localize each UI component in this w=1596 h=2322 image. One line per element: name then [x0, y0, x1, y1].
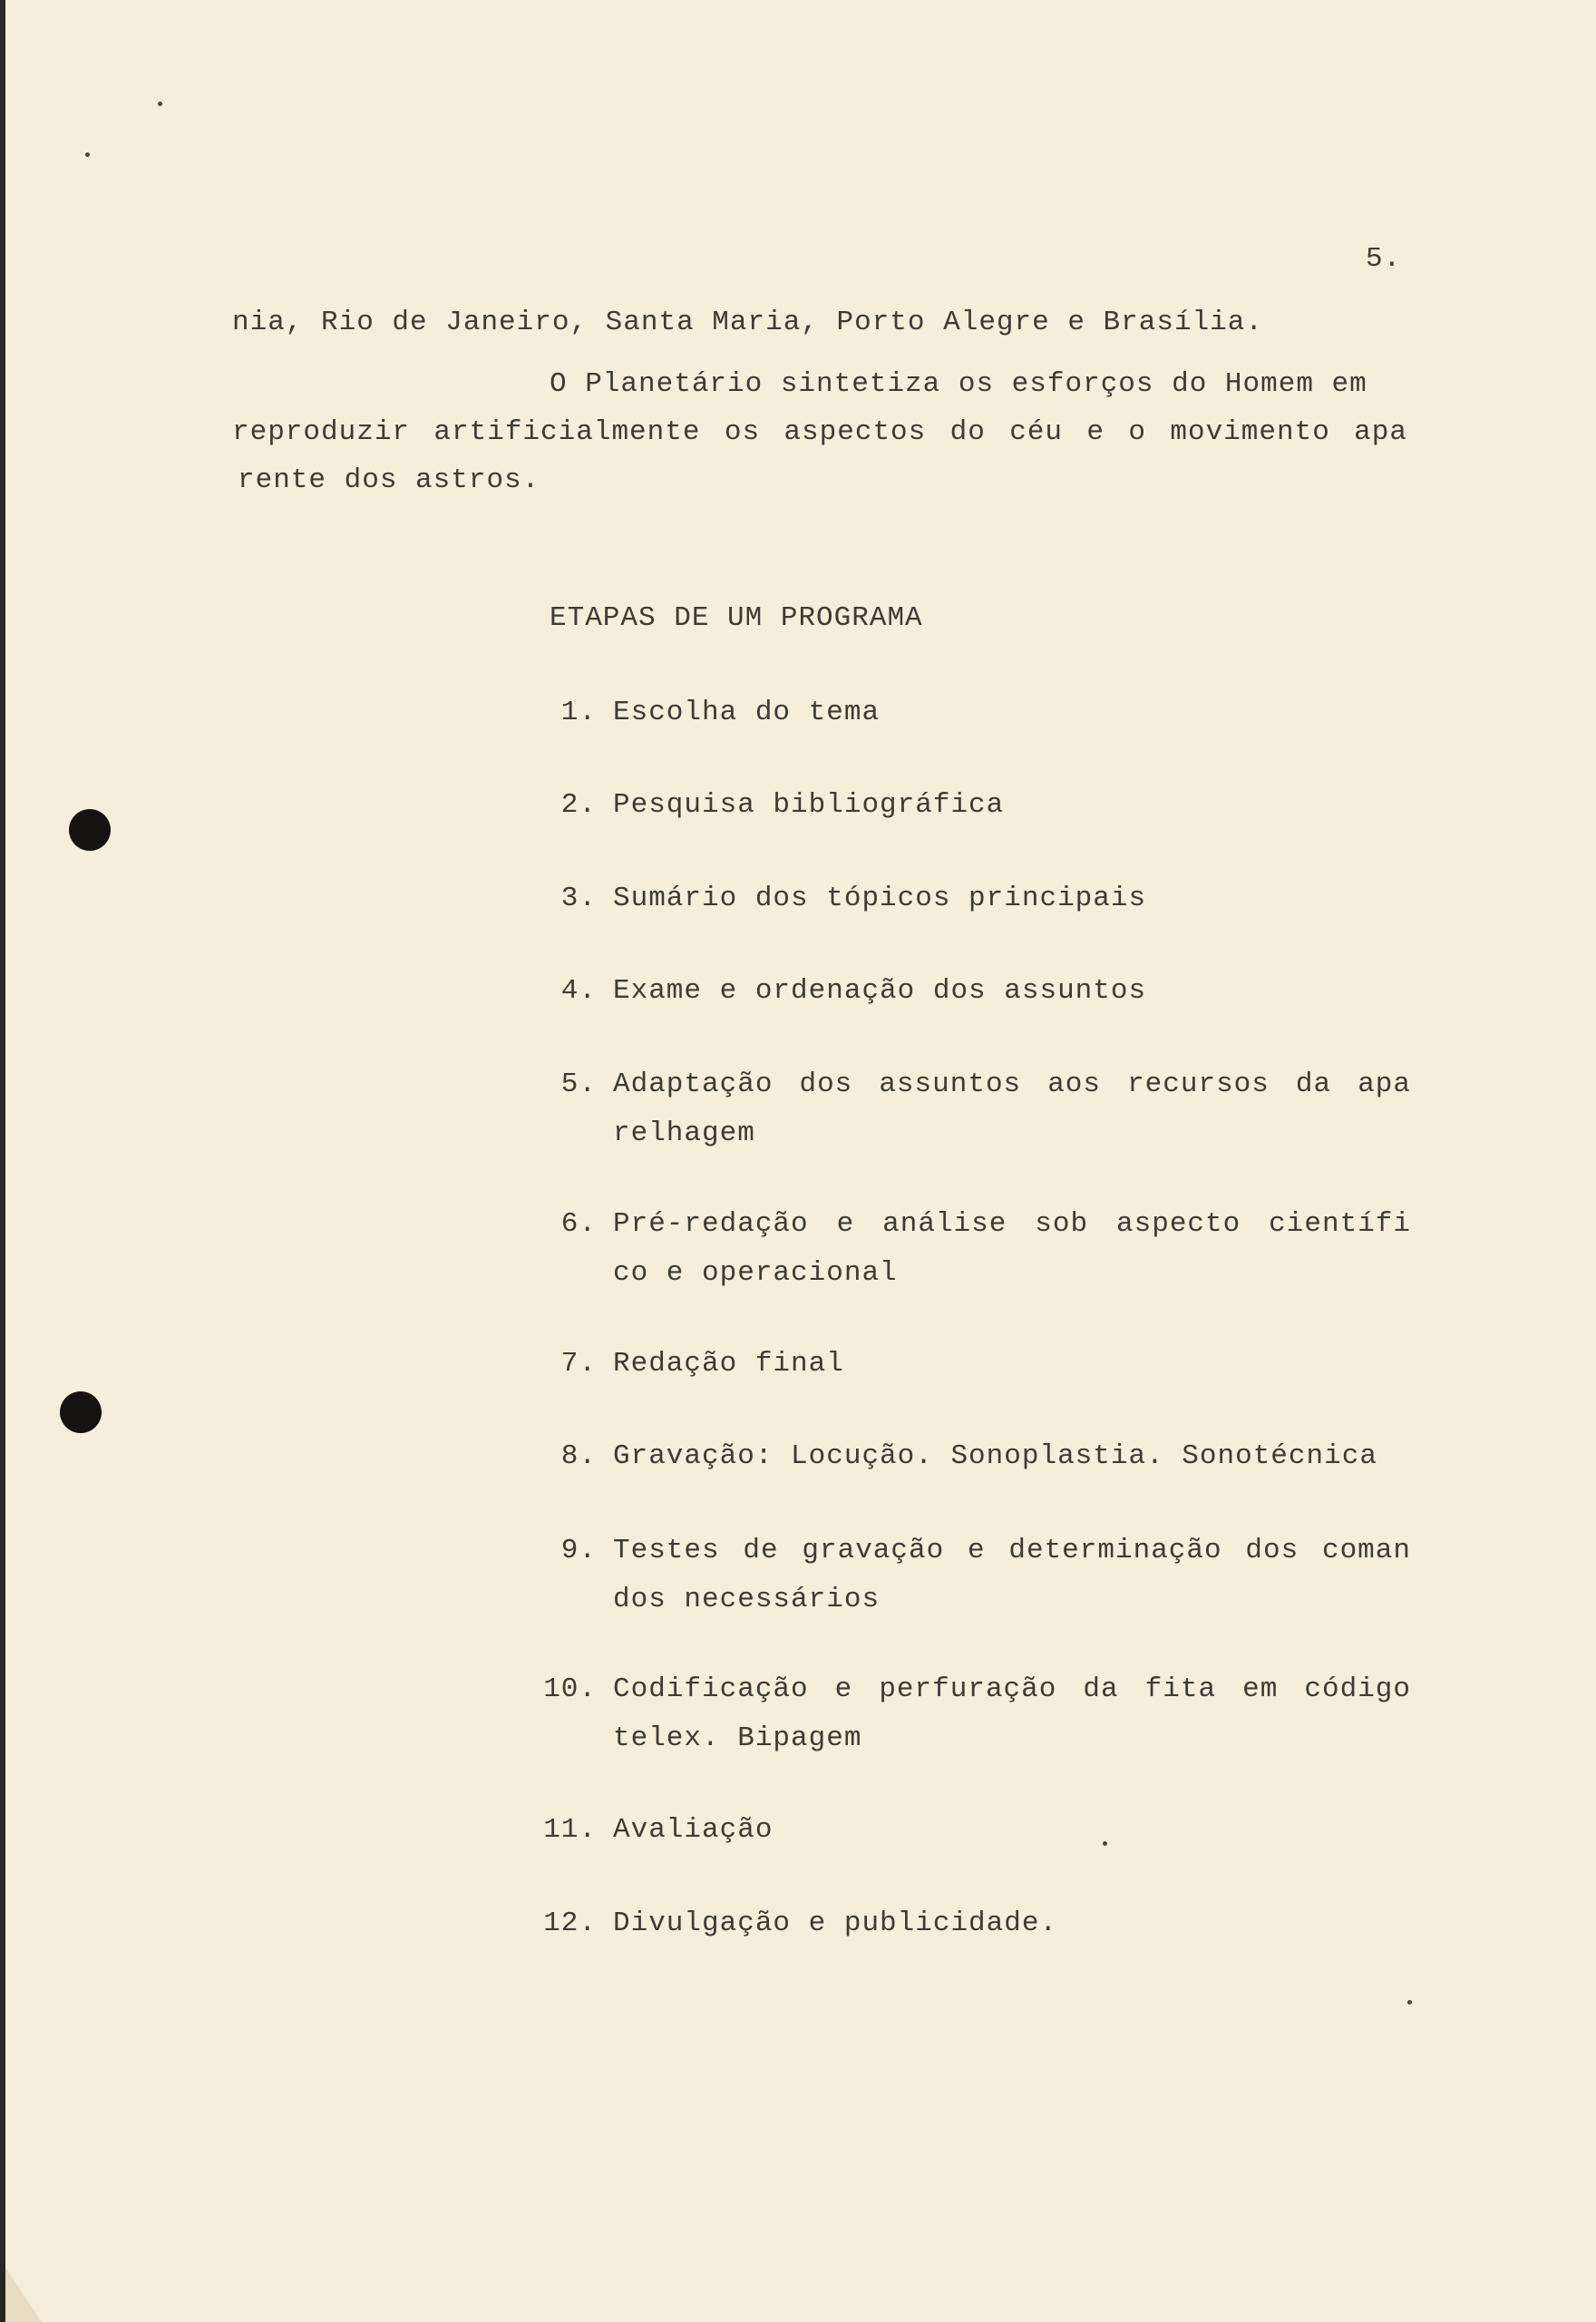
document-page: [5, 0, 1596, 2322]
paper-speck: [1103, 1841, 1107, 1846]
intro-line-3: reproduzir artificialmente os aspectos do céu e o movimento apa: [232, 416, 1407, 448]
list-item-text: Exame e ordenação dos assuntos: [613, 975, 1147, 1007]
list-item-text-continued: telex. Bipagem: [613, 1722, 862, 1754]
list-item-text-continued: relhagem: [613, 1117, 755, 1149]
list-item-text: Pesquisa bibliográfica: [613, 789, 1005, 821]
list-item-text-continued: dos necessários: [613, 1584, 881, 1615]
section-heading: ETAPAS DE UM PROGRAMA: [550, 602, 923, 634]
list-item-text: Pré-redação e análise sob aspecto científi: [613, 1208, 1411, 1240]
list-item-number: 9.: [560, 1535, 597, 1566]
list-item-text: Redação final: [613, 1348, 844, 1380]
list-item-number: 6.: [560, 1208, 597, 1240]
list-item-text: Testes de gravação e determinação dos coman: [613, 1535, 1411, 1566]
list-item-number: 7.: [560, 1348, 597, 1380]
punch-hole: [69, 809, 111, 851]
list-item-number: 4.: [560, 975, 597, 1007]
paper-speck: [158, 102, 162, 106]
list-item-number: 8.: [560, 1440, 597, 1472]
list-item-text: Adaptação dos assuntos aos recursos da apa: [613, 1068, 1411, 1100]
punch-hole: [60, 1391, 102, 1433]
list-item-number: 2.: [560, 789, 597, 821]
list-item-text: Escolha do tema: [613, 697, 881, 728]
list-item-text: Divulgação e publicidade.: [613, 1907, 1058, 1939]
list-item-number: 12.: [543, 1907, 597, 1939]
list-item-text-continued: co e operacional: [613, 1257, 898, 1289]
list-item-text: Sumário dos tópicos principais: [613, 883, 1147, 914]
intro-line-2: O Planetário sintetiza os esforços do Homem em: [550, 368, 1367, 400]
list-item-text: Gravação: Locução. Sonoplastia. Sonotécnica: [613, 1440, 1377, 1472]
paper-speck: [85, 152, 90, 157]
list-item-number: 11.: [543, 1814, 597, 1846]
list-item-text: Codificação e perfuração da fita em código: [613, 1673, 1411, 1705]
page-number: 5.: [1366, 243, 1402, 275]
paper-corner-fold: [5, 2268, 42, 2322]
list-item-number: 10.: [543, 1673, 597, 1705]
list-item-number: 1.: [560, 697, 597, 728]
list-item-number: 3.: [560, 883, 597, 914]
list-item-text: Avaliação: [613, 1814, 774, 1846]
list-item-number: 5.: [560, 1068, 597, 1100]
paper-speck: [1407, 2000, 1412, 2005]
intro-line-4: rente dos astros.: [238, 464, 540, 496]
intro-line-1: nia, Rio de Janeiro, Santa Maria, Porto Alegre e Brasília.: [232, 307, 1263, 338]
